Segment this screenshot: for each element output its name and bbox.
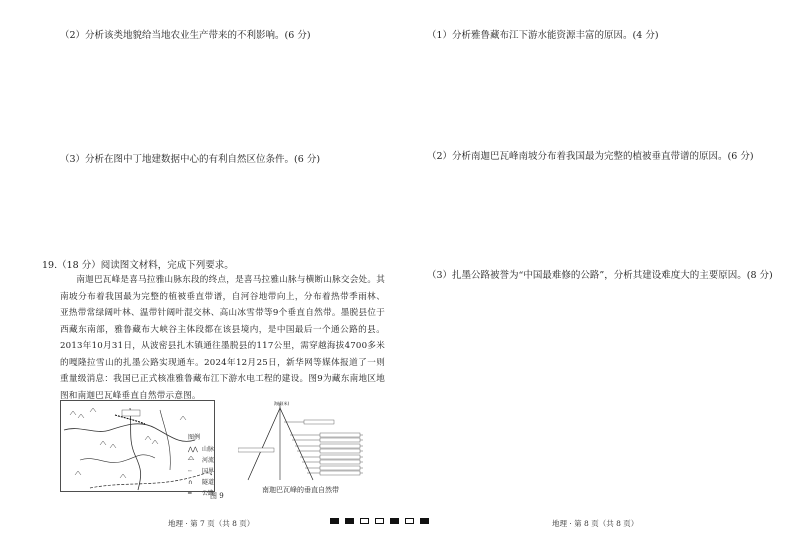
question-19-heading: 19.（18 分）阅读图文材料，完成下列要求。 xyxy=(42,260,234,271)
figure-label: 图 9 xyxy=(210,492,224,500)
legend-title: 图例 xyxy=(188,434,201,441)
question-2-right: （2）分析南迦巴瓦峰南坡分布着我国最为完整的植被垂直带谱的原因。(6 分) xyxy=(427,151,754,162)
question-3-right: （3）扎墨公路被誉为“中国最难修的公路”，分析其建设难度大的主要原因。(8 分) xyxy=(427,270,773,281)
page-marker xyxy=(420,518,429,524)
page-marker xyxy=(390,518,399,524)
page-marker xyxy=(345,518,354,524)
question-2-left: （2）分析该类地貌给当地农业生产带来的不利影响。(6 分) xyxy=(60,30,311,41)
legend-item-river: ～ 河流 xyxy=(188,457,215,464)
question-3-left: （3）分析在图中丁地建数据中心的有利自然区位条件。(6 分) xyxy=(60,154,321,165)
legend-item-border: ┄ 国界 xyxy=(188,468,215,475)
footer-right: 地理 · 第 8 页（共 8 页） xyxy=(552,519,639,528)
vertical-zone-diagram xyxy=(238,400,378,485)
page-marker xyxy=(375,518,384,524)
question-1-right: （1）分析雅鲁藏布江下游水能资源丰富的原因。(4 分) xyxy=(427,30,659,41)
page-marker xyxy=(330,518,339,524)
question-19-passage xyxy=(60,272,385,404)
diagram-caption: 南迦巴瓦峰的垂直自然带 xyxy=(262,486,339,494)
page-marker xyxy=(360,518,369,524)
page-marker-strip xyxy=(330,518,429,524)
page-marker xyxy=(405,518,414,524)
legend-item-road: ━ 公路 xyxy=(188,490,215,497)
passage-text: 南迦巴瓦峰是喜马拉雅山脉东段的终点，是喜马拉雅山脉与横断山脉交会处。其南坡分布着我国最为完整的植被垂直带谱，自河谷地带向上，分布着热带季雨林、亚热带常绿阔叶林、温带针阔叶混交林、高山冰雪带等9个垂直自然带。墨脱县位于西藏东南部，雅鲁藏布大峡谷主体段都在该县境内，是中国最后一个通公路的县。2013年10月31日，从波密县扎木镇通往墨脱县的117公里，需穿越海拔4700多米的嘎隆拉雪山的扎墨公路实现通车。2024年12月25日，新华网等媒体报道了一则重量级消息：我国已正式核准雅鲁藏布江下游水电工程的建设。图9为藏东南地区地图和南迦巴瓦峰垂直自然带示意图。 xyxy=(60,275,385,401)
diagram-yaxis-label: 海拔(米) xyxy=(274,401,290,406)
legend-item-tunnel: ∩ 隧道 xyxy=(188,479,215,486)
footer-left: 地理 · 第 7 页（共 8 页） xyxy=(168,519,255,528)
legend-item-mountain: ⋀⋀ 山脉 xyxy=(188,446,215,453)
map-legend xyxy=(188,432,214,499)
